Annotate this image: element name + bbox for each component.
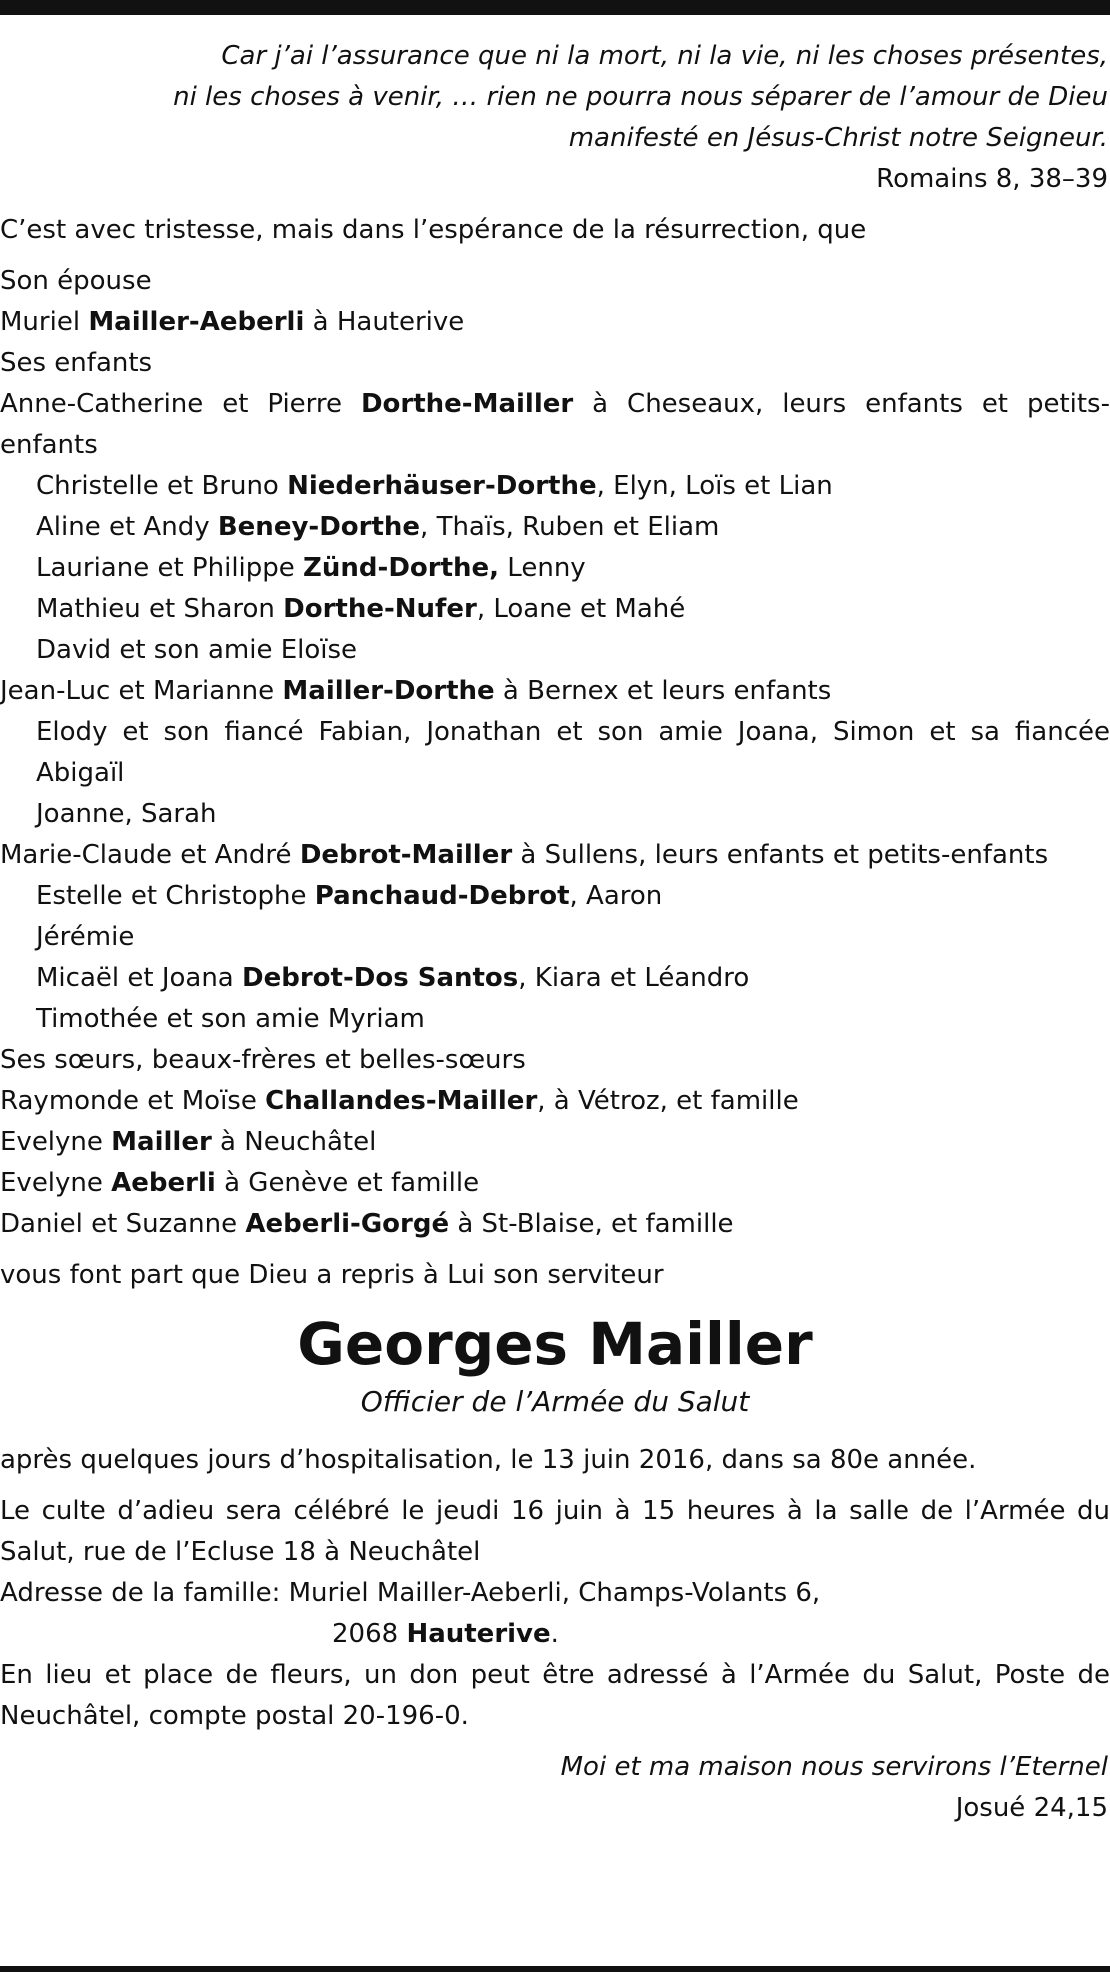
donation-text: En lieu et place de fleurs, un don peut être adressé à l’Armée du Salut, Poste de Neuchâtel, compte postal 20-196-0. — [0, 1660, 1110, 1731]
family-text: Evelyne — [0, 1168, 112, 1198]
opening-quote — [0, 36, 1110, 200]
family-line — [0, 1122, 1110, 1163]
family-text: Evelyne — [0, 1127, 112, 1157]
family-text: à St-Blaise, et famille — [449, 1209, 734, 1239]
intro-text: C’est avec tristesse, mais dans l’espérance de la résurrection, que — [0, 215, 867, 245]
family-text: Raymonde et Moïse — [0, 1086, 266, 1116]
family-text: à Neuchâtel — [211, 1127, 377, 1157]
family-surname: Challandes-Mailler — [265, 1086, 538, 1116]
address-city: Hauterive — [406, 1619, 551, 1649]
family-text: Lauriane et Philippe — [36, 553, 304, 583]
closing-verse: Moi et ma maison nous servirons l’Eternel — [560, 1752, 1108, 1782]
family-line — [0, 384, 1110, 466]
address-end: . — [550, 1619, 559, 1649]
family-surname: Beney-Dorthe — [217, 512, 421, 542]
address-postcode: 2068 — [332, 1619, 407, 1649]
bottom-rule — [0, 1966, 1110, 1972]
family-line — [0, 917, 1110, 958]
family-surname: Mailler-Aeberli — [88, 307, 305, 337]
family-line — [0, 876, 1110, 917]
family-text: , Kiara et Léandro — [518, 963, 750, 993]
family-text: Marie-Claude et André — [0, 840, 300, 870]
quote-reference: Romains 8, 38–39 — [876, 164, 1108, 194]
family-text: Anne-Catherine et Pierre — [0, 389, 361, 419]
family-text: Micaël et Joana — [36, 963, 243, 993]
family-surname: Mailler-Dorthe — [282, 676, 495, 706]
family-surname: Mailler — [111, 1127, 212, 1157]
family-line — [0, 1163, 1110, 1204]
family-text: Son épouse — [0, 266, 152, 296]
service-text: Le culte d’adieu sera célébré le jeudi 16 juin à 15 heures à la salle de l’Armée du Salut, rue de l’Ecluse 18 à Neuchâtel — [0, 1496, 1110, 1567]
family-text: à Genève et famille — [215, 1168, 480, 1198]
family-line — [0, 958, 1110, 999]
quote-line: manifesté en Jésus-Christ notre Seigneur. — [568, 123, 1108, 153]
family-line — [0, 1040, 1110, 1081]
family-line — [0, 548, 1110, 589]
quote-line: Car j’ai l’assurance que ni la mort, ni la vie, ni les choses présentes, — [221, 41, 1108, 71]
family-text: Jean-Luc et Marianne — [0, 676, 283, 706]
family-text: à Sullens, leurs enfants et petits-enfants — [512, 840, 1049, 870]
quote-line: ni les choses à venir, … rien ne pourra nous séparer de l’amour de Dieu — [173, 82, 1108, 112]
family-line — [0, 302, 1110, 343]
top-rule — [0, 0, 1110, 15]
family-line — [0, 589, 1110, 630]
family-line — [0, 466, 1110, 507]
family-text: Mathieu et Sharon — [36, 594, 284, 624]
death-line: après quelques jours d’hospitalisation, le 13 juin 2016, dans sa 80e année. — [0, 1445, 977, 1475]
family-text: Jérémie — [36, 922, 135, 952]
family-surname: Dorthe-Nufer — [283, 594, 477, 624]
family-line — [0, 712, 1110, 794]
family-surname: Zünd-Dorthe, — [303, 553, 500, 583]
family-text: , Aaron — [569, 881, 663, 911]
family-line — [0, 794, 1110, 835]
family-line — [0, 343, 1110, 384]
family-text: Aline et Andy — [36, 512, 218, 542]
family-text: Christelle et Bruno — [36, 471, 288, 501]
family-text: David et son amie Eloïse — [36, 635, 358, 665]
announce-text: vous font part que Dieu a repris à Lui son serviteur — [0, 1260, 664, 1290]
family-text: à Hauterive — [304, 307, 465, 337]
family-surname: Niederhäuser-Dorthe — [287, 471, 597, 501]
family-surname: Debrot-Mailler — [299, 840, 513, 870]
deceased-title: Officier de l’Armée du Salut — [360, 1385, 750, 1418]
family-text: , Thaïs, Ruben et Eliam — [420, 512, 720, 542]
family-text: Joanne, Sarah — [36, 799, 217, 829]
family-line — [0, 1081, 1110, 1122]
family-line — [0, 630, 1110, 671]
family-text: , à Vétroz, et famille — [537, 1086, 799, 1116]
family-surname: Dorthe-Mailler — [360, 389, 574, 419]
family-list — [0, 261, 1110, 1245]
family-text: Estelle et Christophe — [36, 881, 315, 911]
obituary — [0, 36, 1110, 1829]
family-line — [0, 261, 1110, 302]
family-surname: Debrot-Dos Santos — [242, 963, 519, 993]
family-text: , Elyn, Loïs et Lian — [596, 471, 833, 501]
family-line — [0, 507, 1110, 548]
family-text: Ses enfants — [0, 348, 153, 378]
deceased-name: Georges Mailler — [297, 1310, 813, 1378]
family-text: , Loane et Mahé — [476, 594, 686, 624]
family-line — [0, 1204, 1110, 1245]
family-line — [0, 835, 1110, 876]
family-text: Ses sœurs, beaux-frères et belles-sœurs — [0, 1045, 526, 1075]
family-line — [0, 999, 1110, 1040]
family-surname: Aeberli — [111, 1168, 216, 1198]
family-text: Lenny — [499, 553, 586, 583]
family-surname: Aeberli-Gorgé — [245, 1209, 450, 1239]
family-line — [0, 671, 1110, 712]
family-text: Timothée et son amie Myriam — [36, 1004, 425, 1034]
family-surname: Panchaud-Debrot — [314, 881, 570, 911]
family-text: Daniel et Suzanne — [0, 1209, 246, 1239]
family-text: à Cheseaux, leurs enfants et petits-enfants — [0, 389, 1110, 460]
family-text: Elody et son fiancé Fabian, Jonathan et son amie Joana, Simon et sa fiancée Abigaïl — [36, 717, 1110, 788]
family-text: Muriel — [0, 307, 89, 337]
address-line: Adresse de la famille: Muriel Mailler-Aeberli, Champs-Volants 6, — [0, 1578, 821, 1608]
address-city-line — [0, 1614, 1110, 1655]
family-text: à Bernex et leurs enfants — [494, 676, 832, 706]
closing-reference: Josué 24,15 — [955, 1793, 1108, 1823]
